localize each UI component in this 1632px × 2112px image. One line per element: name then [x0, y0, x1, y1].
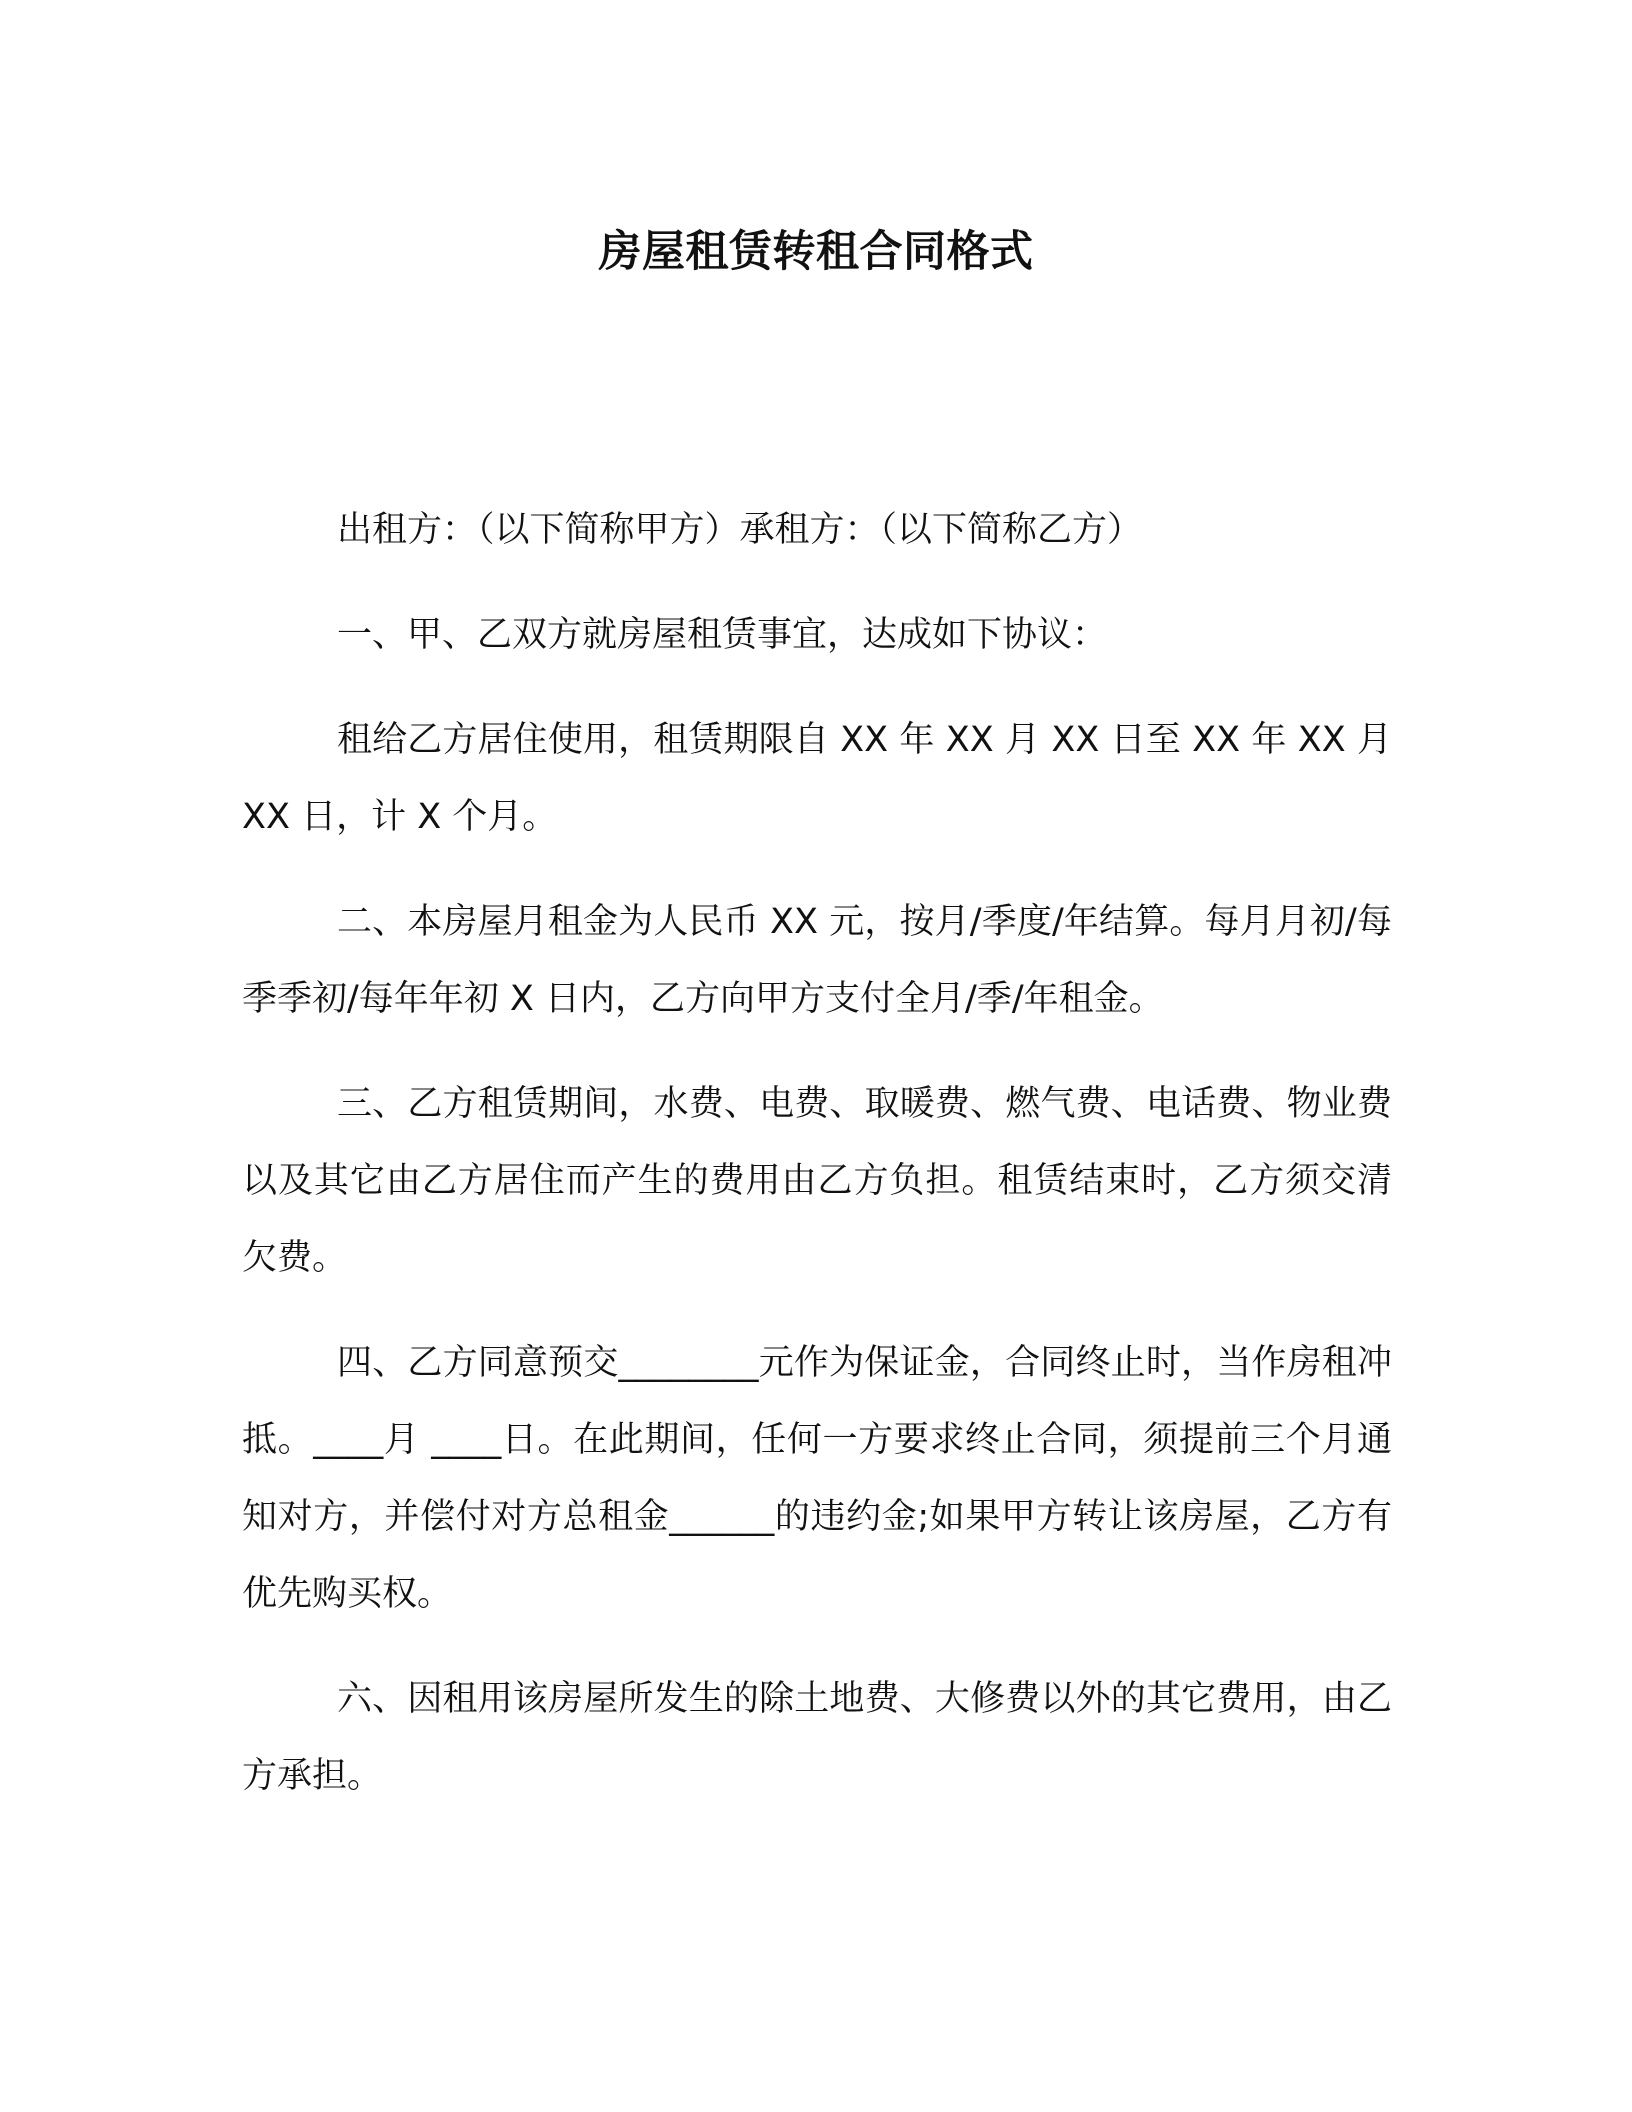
paragraph-expenses: 三、乙方租赁期间，水费、电费、取暖费、燃气费、电话费、物业费以及其它由乙方居住而产生的费用由乙方负担。租赁结束时，乙方须交清欠费。: [242, 1084, 1392, 1278]
paragraph-agreement: 一、甲、乙双方就房屋租赁事宜，达成如下协议：: [337, 615, 1108, 655]
paragraph-lease-term: 租给乙方居住使用，租赁期限自 XX 年 XX 月 XX 日至 XX 年 XX 月 XX 日，计 X 个月。: [242, 720, 1392, 837]
document-title: 房屋租赁转租合同格式: [598, 227, 1034, 277]
document-body: [242, 492, 1392, 1815]
paragraph-deposit: 四、乙方同意预交________元作为保证金，合同终止时，当作房租冲抵。____月 ____日。在此期间，任何一方要求终止合同，须提前三个月通知对方，并偿付对方总租金______的违约金;如果甲方转让该房屋，乙方有优先购买权。: [242, 1343, 1392, 1614]
paragraph-parties: 出租方：（以下简称甲方）承租方：（以下简称乙方）: [337, 510, 1143, 550]
paragraph-other-costs: 六、因租用该房屋所发生的除土地费、大修费以外的其它费用，由乙方承担。: [242, 1679, 1392, 1796]
paragraph-rent: 二、本房屋月租金为人民币 XX 元，按月/季度/年结算。每月月初/每季季初/每年年初 X 日内，乙方向甲方支付全月/季/年租金。: [242, 902, 1392, 1019]
